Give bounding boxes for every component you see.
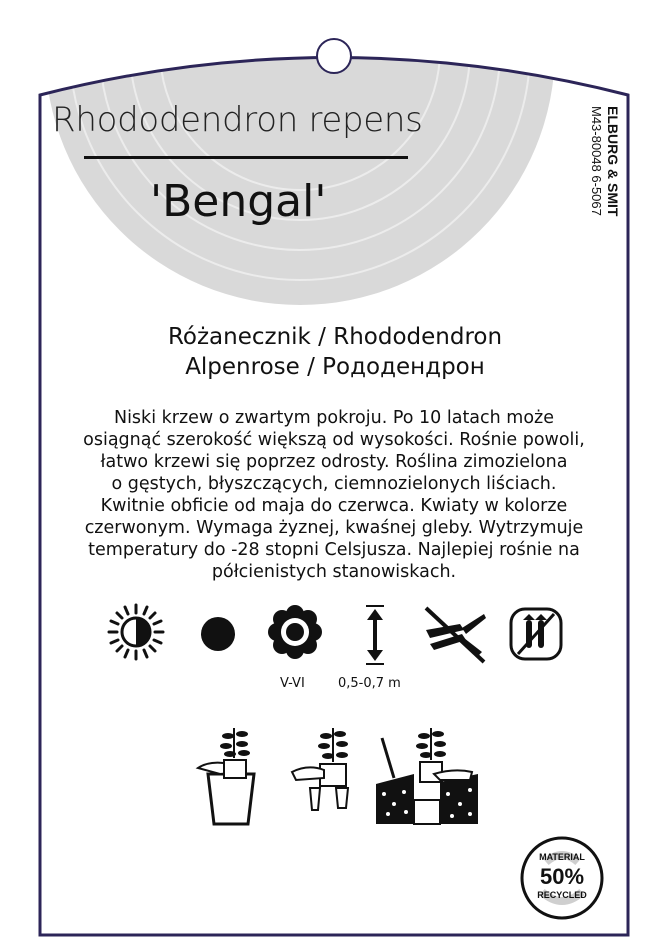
brand-vertical: [588, 106, 621, 246]
description-line: temperatury do -28 stopni Celsjusza. Najlepiej rośnie na: [88, 540, 580, 560]
no-fertilizer-icon: [508, 606, 564, 662]
half-sun-icon: [106, 602, 166, 662]
brand-name: ELBURG & SMIT: [605, 106, 621, 217]
planting-step-water-icon: [290, 724, 370, 828]
description-line: Niski krzew o zwartym pokroju. Po 10 latach może: [113, 408, 555, 428]
flower-icon: [266, 603, 324, 661]
cultivar-name: 'Bengal': [150, 176, 327, 227]
common-names-line2: Alpenrose / Рододендрон: [185, 354, 485, 380]
title-divider: [84, 156, 408, 159]
flowering-caption: V-VI: [280, 676, 305, 691]
planting-step-soil-icon: [374, 724, 480, 828]
decorative-arc: [45, 0, 555, 305]
description-line: łatwo krzewi się poprzez odrosty. Roślina zimozielona: [100, 452, 568, 472]
description-line: półcienistych stanowiskach.: [211, 562, 457, 582]
hanging-hole: [317, 39, 351, 73]
recycled-percent: 50%: [539, 864, 585, 889]
brand-code: M43-80048 6-5067: [589, 106, 604, 216]
filled-circle-icon: [198, 614, 238, 654]
recycled-bottom-text: RECYCLED: [537, 890, 587, 900]
recycled-top-text: MATERIAL: [539, 852, 585, 862]
height-caption: 0,5-0,7 m: [338, 676, 401, 691]
description: [60, 407, 608, 583]
no-pruning-icon: [420, 604, 490, 666]
planting-step-pot-icon: [190, 724, 270, 828]
recycled-badge: [520, 836, 604, 920]
height-arrow-icon: [362, 604, 388, 666]
common-names: [100, 322, 570, 382]
latin-name: Rhododendron repens: [52, 100, 423, 140]
common-names-line1: Różanecznik / Rhododendron: [167, 324, 503, 350]
description-line: czerwonym. Wymaga żyznej, kwaśnej gleby. Wytrzymuje: [84, 518, 584, 538]
description-line: Kwitnie obficie od maja do czerwca. Kwiaty w kolorze: [100, 496, 568, 516]
description-line: o gęstych, błyszczących, ciemnozielonych liściach.: [111, 474, 557, 494]
description-line: osiągnąć szerokość większą od wysokości. Rośnie powoli,: [83, 430, 585, 450]
